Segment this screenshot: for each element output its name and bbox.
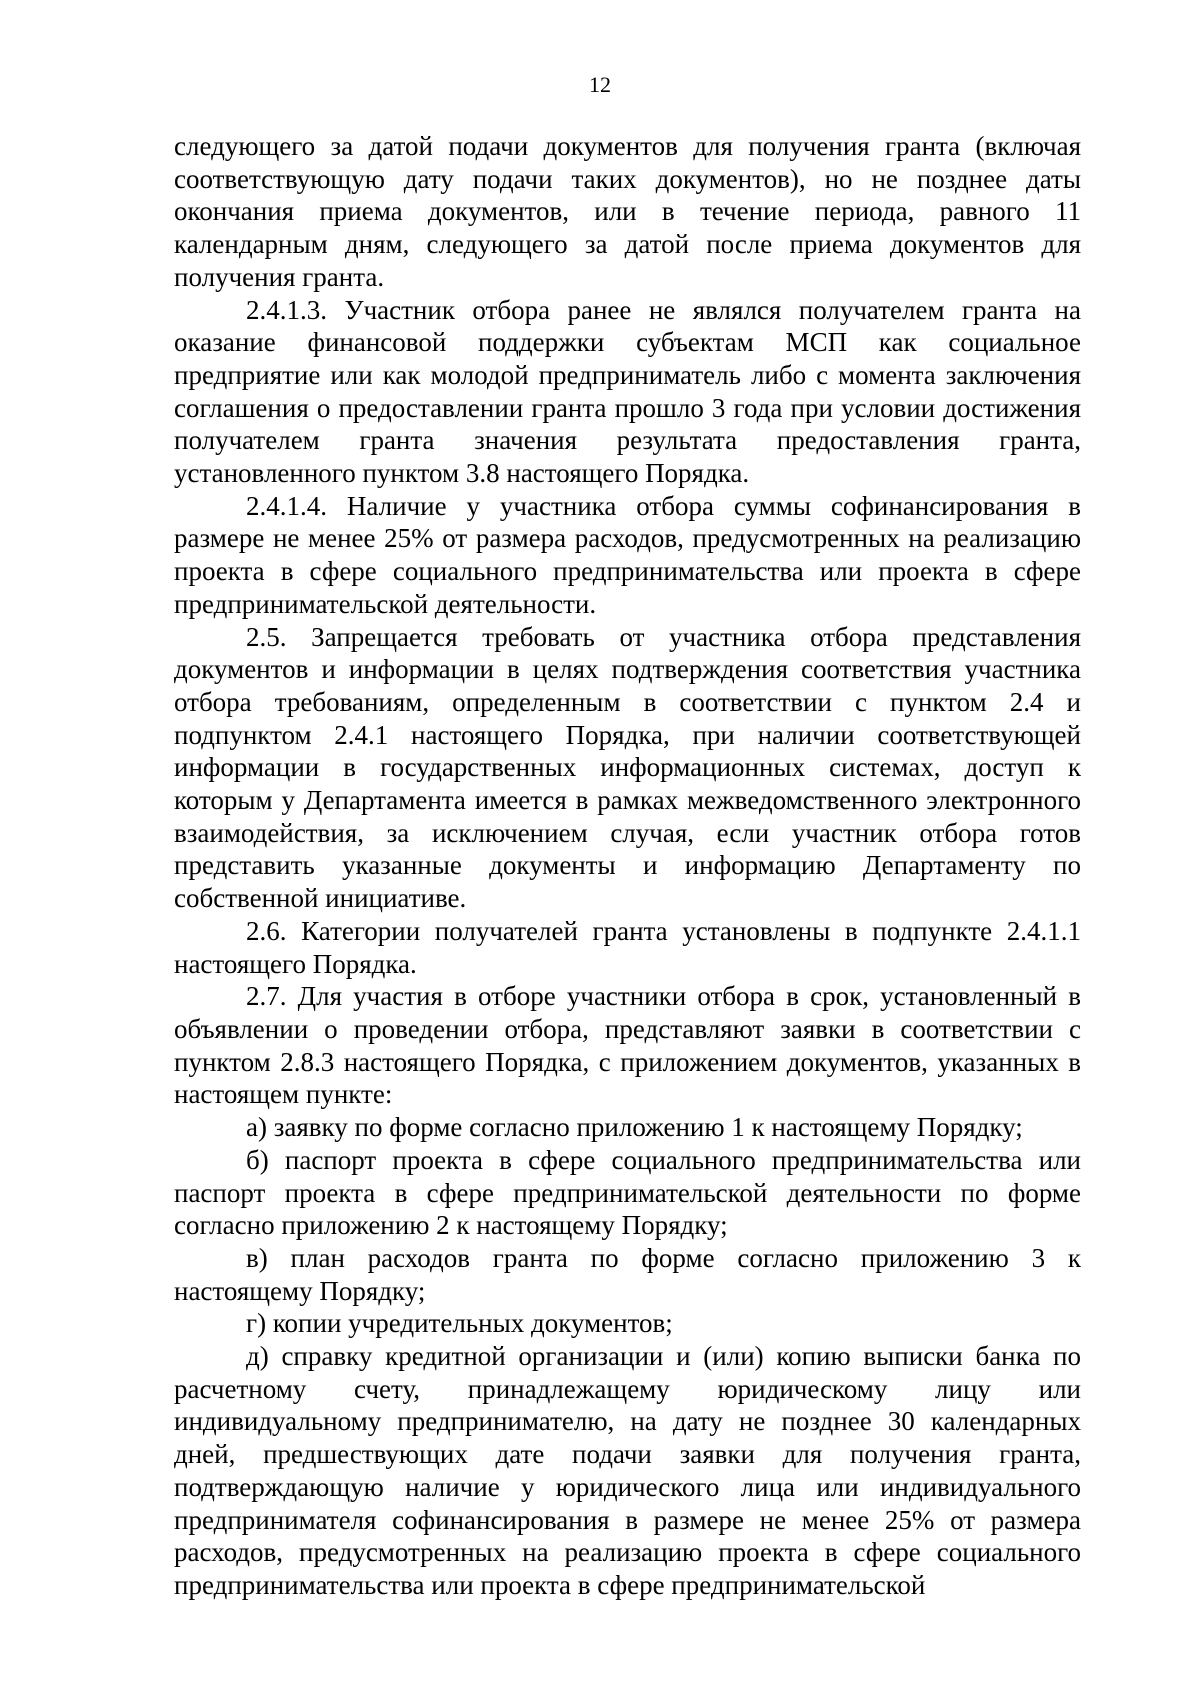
list-item-g: г) копии учредительных документов; bbox=[246, 1308, 673, 1339]
paragraph-2-5: 2.5. Запрещается требовать от участника отбора представления документов и информации в целях подтверждения соответствия участника отбора требованиям, определенным в соответствии с пунктом 2.4 и подпунктом 2.4.1 настоящего Порядка, при наличии соответствующей информации в государственных информационных системах, доступ к которым у Департамента имеется в рамках межведомственного электронного взаимодействия, за исключением случая, если участник отбора готов представить указанные документы и информацию Департаменту по собственной инициативе. bbox=[174, 621, 1081, 914]
page-number: 12 bbox=[589, 72, 611, 97]
list-item-a: а) заявку по форме согласно приложению 1 к настоящему Порядку; bbox=[246, 1112, 1023, 1143]
paragraph-2-7: 2.7. Для участия в отборе участники отбора в срок, установленный в объявлении о проведении отбора, представляют заявки в соответствии с пунктом 2.8.3 настоящего Порядка, с приложением документов, указанных в настоящем пункте: bbox=[174, 981, 1081, 1110]
paragraph-continuation: следующего за датой подачи документов для получения гранта (включая соответствующую дату подачи таких документов), но не позднее даты окончания приема документов, или в течение периода, равного 11 календарным дням, следующего за датой после приема документов для получения гранта. bbox=[174, 131, 1081, 292]
paragraph-2-6: 2.6. Категории получателей гранта установлены в подпункте 2.4.1.1 настоящего Порядка. bbox=[174, 915, 1081, 979]
list-item-b: б) паспорт проекта в сфере социального предпринимательства или паспорт проекта в сфере предпринимательской деятельности по форме согласно приложению 2 к настоящему Порядку; bbox=[174, 1144, 1081, 1241]
list-item-v: в) план расходов гранта по форме согласно приложению 3 к настоящему Порядку; bbox=[174, 1242, 1081, 1306]
list-item-d: д) справку кредитной организации и (или) копию выписки банка по расчетному счету, принадлежащему юридическому лицу или индивидуальному предпринимателю, на дату не позднее 30 календарных дней, предшествующих дате подачи заявки для получения гранта, подтверждающую наличие у юридического лица или индивидуального предпринимателя софинансирования в размере не менее 25% от размера расходов, предусмотренных на реализацию проекта в сфере социального предпринимательства или проекта в сфере предпринимательской bbox=[174, 1341, 1081, 1600]
paragraph-2-4-1-3: 2.4.1.3. Участник отбора ранее не являлся получателем гранта на оказание финансовой поддержки субъектам МСП как социальное предприятие или как молодой предприниматель либо с момента заключения соглашения о предоставлении гранта прошло 3 года при условии достижения получателем гранта значения результата предоставления гранта, установленного пунктом 3.8 настоящего Порядка. bbox=[174, 294, 1081, 489]
paragraph-2-4-1-4: 2.4.1.4. Наличие у участника отбора суммы софинансирования в размере не менее 25% от размера расходов, предусмотренных на реализацию проекта в сфере социального предпринимательства или проекта в сфере предпринимательской деятельности. bbox=[174, 490, 1081, 619]
document-body bbox=[174, 130, 1081, 1602]
